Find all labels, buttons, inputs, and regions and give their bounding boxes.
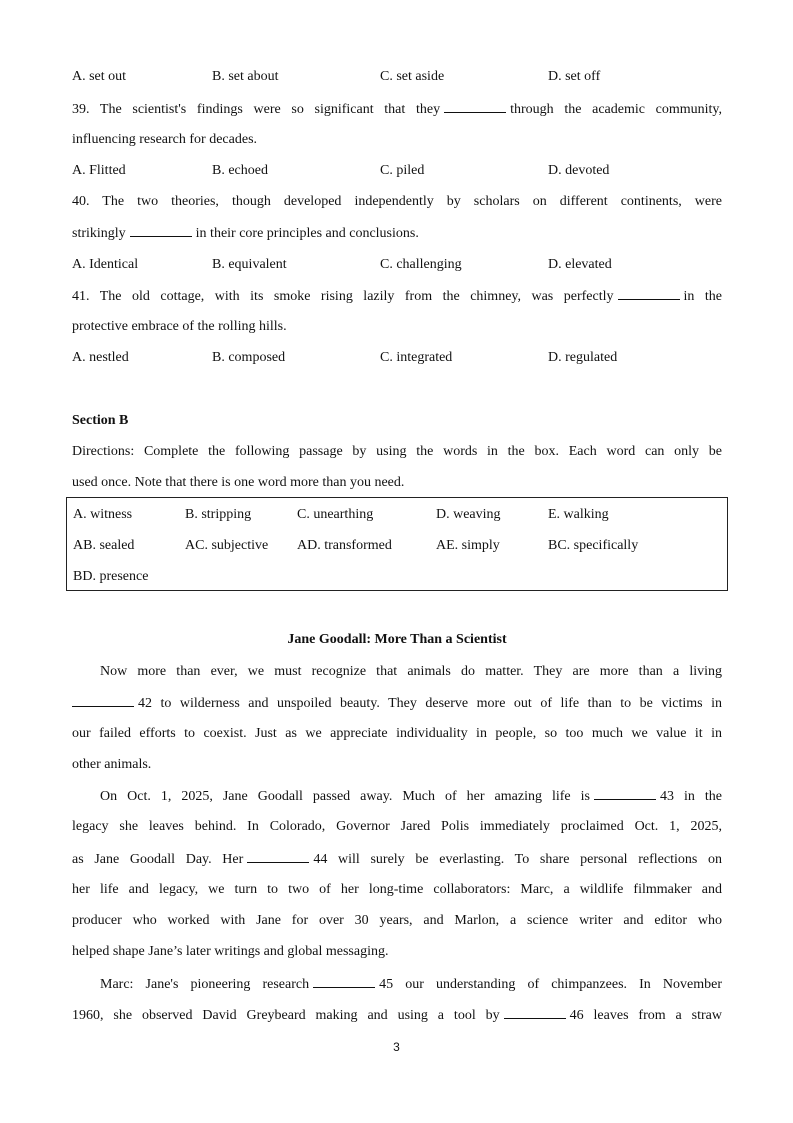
- directions-line-1: Directions: Complete the following passage by using the words in the box. Each word can only be: [72, 444, 722, 459]
- p3-line-2-text-a: 1960, she observed David Greybeard making and using a tool by: [72, 1008, 500, 1023]
- word-ab: AB. sealed: [73, 538, 135, 553]
- blank-46: [504, 1005, 566, 1019]
- q38-options: [72, 67, 722, 87]
- p2-line-3-text-b: 44 will surely be everlasting. To share personal reflections on: [313, 852, 722, 867]
- q41-option-d: D. regulated: [548, 350, 618, 365]
- q39-option-b: B. echoed: [212, 163, 268, 178]
- q40-options: [72, 255, 722, 275]
- p1-line-2-text: 42 to wilderness and unspoiled beauty. They deserve more out of life than to be victims in: [138, 696, 722, 711]
- p2-line-1-text-a: On Oct. 1, 2025, Jane Goodall passed away. Much of her amazing life is: [100, 789, 590, 804]
- q39-option-d: D. devoted: [548, 163, 610, 178]
- q40-option-a: A. Identical: [72, 257, 139, 272]
- directions-line-2: used once. Note that there is one word more than you need.: [72, 475, 405, 490]
- p3-line-1-text-a: Marc: Jane's pioneering research: [100, 977, 310, 992]
- q39-text-a: 39. The scientist's findings were so significant that they: [72, 102, 441, 117]
- p1-line-1: Now more than ever, we must recognize that animals do matter. They are more than a living: [100, 664, 722, 679]
- q40-option-b: B. equivalent: [212, 257, 287, 272]
- p1-line-2: [72, 693, 722, 713]
- q41-option-b: B. composed: [212, 350, 286, 365]
- p2-line-5: producer who worked with Jane for over 30 years, and Marlon, a science writer and editor who: [72, 913, 722, 928]
- word-ae: AE. simply: [436, 538, 500, 553]
- q41-blank: [618, 286, 680, 300]
- q40-option-c: C. challenging: [380, 257, 462, 272]
- q39-options: [72, 161, 722, 181]
- q39-option-c: C. piled: [380, 163, 425, 178]
- word-e: E. walking: [548, 507, 609, 522]
- word-bc: BC. specifically: [548, 538, 639, 553]
- blank-42: [72, 693, 134, 707]
- p3-line-1-text-b: 45 our understanding of chimpanzees. In November: [379, 977, 722, 992]
- p3-line-2-text-b: 46 leaves from a straw: [569, 1008, 722, 1023]
- p2-line-1-text-b: 43 in the: [659, 789, 722, 804]
- p3-line-2: [72, 1005, 722, 1025]
- q39-text-b: through the academic community,: [510, 102, 722, 117]
- q40-blank: [130, 223, 192, 237]
- p2-line-6: helped shape Jane’s later writings and global messaging.: [72, 944, 389, 959]
- q40-text-b: in their core principles and conclusions.: [195, 226, 419, 241]
- blank-44: [247, 849, 309, 863]
- p2-line-1: [72, 786, 722, 806]
- p2-line-2: legacy she leaves behind. In Colorado, Governor Jared Polis immediately proclaimed Oct. 1, 2025,: [72, 819, 722, 834]
- word-c: C. unearthing: [297, 507, 374, 522]
- q41-options: [72, 348, 722, 368]
- word-d: D. weaving: [436, 507, 501, 522]
- word-a: A. witness: [73, 507, 133, 522]
- q39-line-1: [72, 99, 722, 119]
- p2-line-3-text-a: as Jane Goodall Day. Her: [72, 852, 244, 867]
- p3-line-1: [72, 974, 722, 994]
- q38-option-d: D. set off: [548, 69, 601, 84]
- q39-option-a: A. Flitted: [72, 163, 126, 178]
- q40-text-a: strikingly: [72, 226, 126, 241]
- section-b-heading: Section B: [72, 413, 129, 428]
- q38-option-c: C. set aside: [380, 69, 445, 84]
- q41-text-a: 41. The old cottage, with its smoke rising lazily from the chimney, was perfectly: [72, 289, 614, 304]
- q38-option-b: B. set about: [212, 69, 279, 84]
- p2-line-3: [72, 849, 722, 869]
- word-b: B. stripping: [185, 507, 252, 522]
- word-ad: AD. transformed: [297, 538, 392, 553]
- q41-line-2: protective embrace of the rolling hills.: [72, 319, 287, 334]
- passage-title: Jane Goodall: More Than a Scientist: [287, 632, 507, 647]
- q40-line-2: [72, 223, 722, 243]
- word-box: [66, 497, 728, 591]
- blank-45: [313, 974, 375, 988]
- p1-line-3: our failed efforts to coexist. Just as we appreciate individuality in people, so too much we value it in: [72, 726, 722, 741]
- q41-option-a: A. nestled: [72, 350, 129, 365]
- word-ac: AC. subjective: [185, 538, 269, 553]
- q39-blank: [444, 99, 506, 113]
- q40-line-1: 40. The two theories, though developed independently by scholars on different continents, were: [72, 194, 722, 209]
- p2-line-4: her life and legacy, we turn to two of her long-time collaborators: Marc, a wildlife filmmaker and: [72, 882, 722, 897]
- q41-line-1: [72, 286, 722, 306]
- page-number: 3: [393, 1040, 400, 1054]
- q41-option-c: C. integrated: [380, 350, 453, 365]
- q40-option-d: D. elevated: [548, 257, 612, 272]
- q41-text-b: in the: [683, 289, 722, 304]
- p1-line-4: other animals.: [72, 757, 152, 772]
- q39-line-2: influencing research for decades.: [72, 132, 258, 147]
- word-bd: BD. presence: [73, 569, 149, 584]
- q38-option-a: A. set out: [72, 69, 127, 84]
- blank-43: [594, 786, 656, 800]
